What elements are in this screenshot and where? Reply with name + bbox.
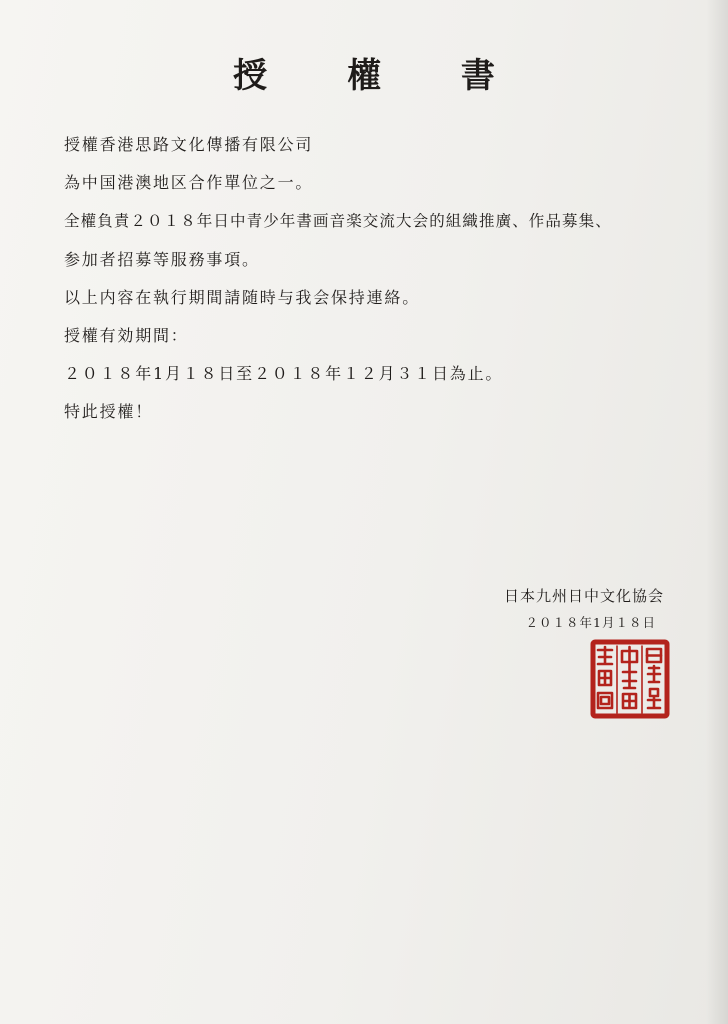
document-title: 授 權 書: [233, 56, 529, 96]
body-line: 授權香港思路文化傳播有限公司: [64, 135, 314, 154]
body-line: 参加者招募等服務事項。: [64, 249, 260, 269]
body-line: 授權有効期間：: [64, 325, 189, 345]
page-edge-shadow: [706, 0, 728, 1024]
body-line: 全權負責２０１８年日中青少年書画音楽交流大会的組織推廣、作品募集、: [64, 212, 612, 231]
signature-organization: 日本九州日中文化協会: [503, 587, 664, 605]
body-line: 特此授權！: [64, 402, 154, 422]
body-line: 為中国港澳地区合作單位之一。: [64, 173, 314, 193]
body-line: ２０１８年1月１８日至２０１８年１２月３１日為止。: [64, 364, 504, 384]
body-line: 以上内容在執行期間請随時与我会保持連絡。: [64, 287, 421, 307]
signature-date: ２０１８年1月１８日: [525, 615, 656, 630]
red-seal-stamp: [589, 638, 671, 720]
document-body: [64, 126, 684, 432]
